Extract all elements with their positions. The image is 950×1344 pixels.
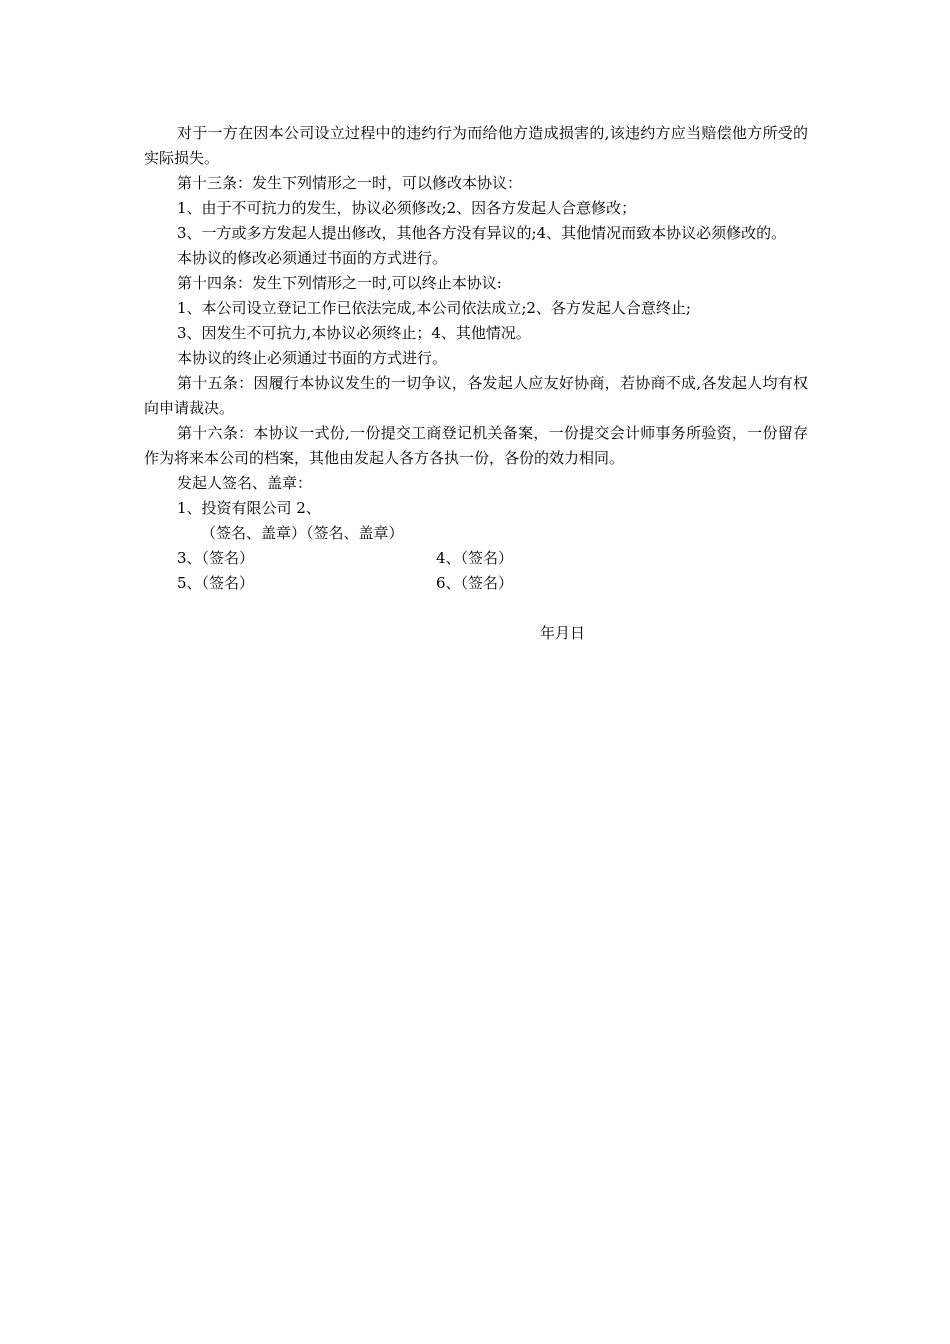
date-line [144,621,808,646]
signature-row-1 [144,496,808,521]
paragraph-liability: 对于一方在因本公司设立过程中的违约行为而给他方造成损害的,该违约方应当赔偿他方所受的实际损失。 [144,124,808,167]
signature-heading: 发起人签名、盖章： [177,474,313,492]
signature-party-6: 6、（签名） [436,574,514,592]
signature-party-1-2: 1、投资有限公司 2、 [177,499,321,517]
article-13-heading: 第十三条：发生下列情形之一时，可以修改本协议： [177,174,523,192]
article-13-item-3-4: 3、一方或多方发起人提出修改，其他各方没有异议的;4、其他情况而致本协议必须修改的。 [177,224,787,242]
signature-party-4: 4、（签名） [436,549,514,567]
article-13-written-form: 本协议的修改必须通过书面的方式进行。 [177,249,448,267]
document-page [144,121,808,646]
article-16: 第十六条：本协议一式份,一份提交工商登记机关备案，一份提交会计师事务所验资，一份留存作为将来本公司的档案，其他由发起人各方各执一份，各份的效力相同。 [144,424,808,467]
signature-seal-labels: （签名、盖章）（签名、盖章） [201,524,404,542]
signature-row-1-sub [144,521,808,546]
signature-party-3: 3、（签名） [177,549,255,567]
article-14-item-1-2: 1、本公司设立登记工作已依法完成,本公司依法成立;2、各方发起人合意终止; [177,299,691,317]
article-14-heading: 第十四条：发生下列情形之一时,可以终止本协议: [177,274,502,292]
article-14-item-3-4: 3、因发生不可抗力,本协议必须终止；4、其他情况。 [177,324,531,342]
signature-row-3-4 [144,546,808,571]
signature-row-5-6 [144,571,808,596]
article-15: 第十五条：因履行本协议发生的一切争议，各发起人应友好协商，若协商不成,各发起人均有权向申请裁决。 [144,374,808,417]
article-14-written-form: 本协议的终止必须通过书面的方式进行。 [177,349,448,367]
signature-party-5: 5、（签名） [177,574,255,592]
article-13-item-1-2: 1、由于不可抗力的发生，协议必须修改;2、因各方发起人合意修改； [177,199,637,217]
signing-date: 年月日 [540,624,586,642]
